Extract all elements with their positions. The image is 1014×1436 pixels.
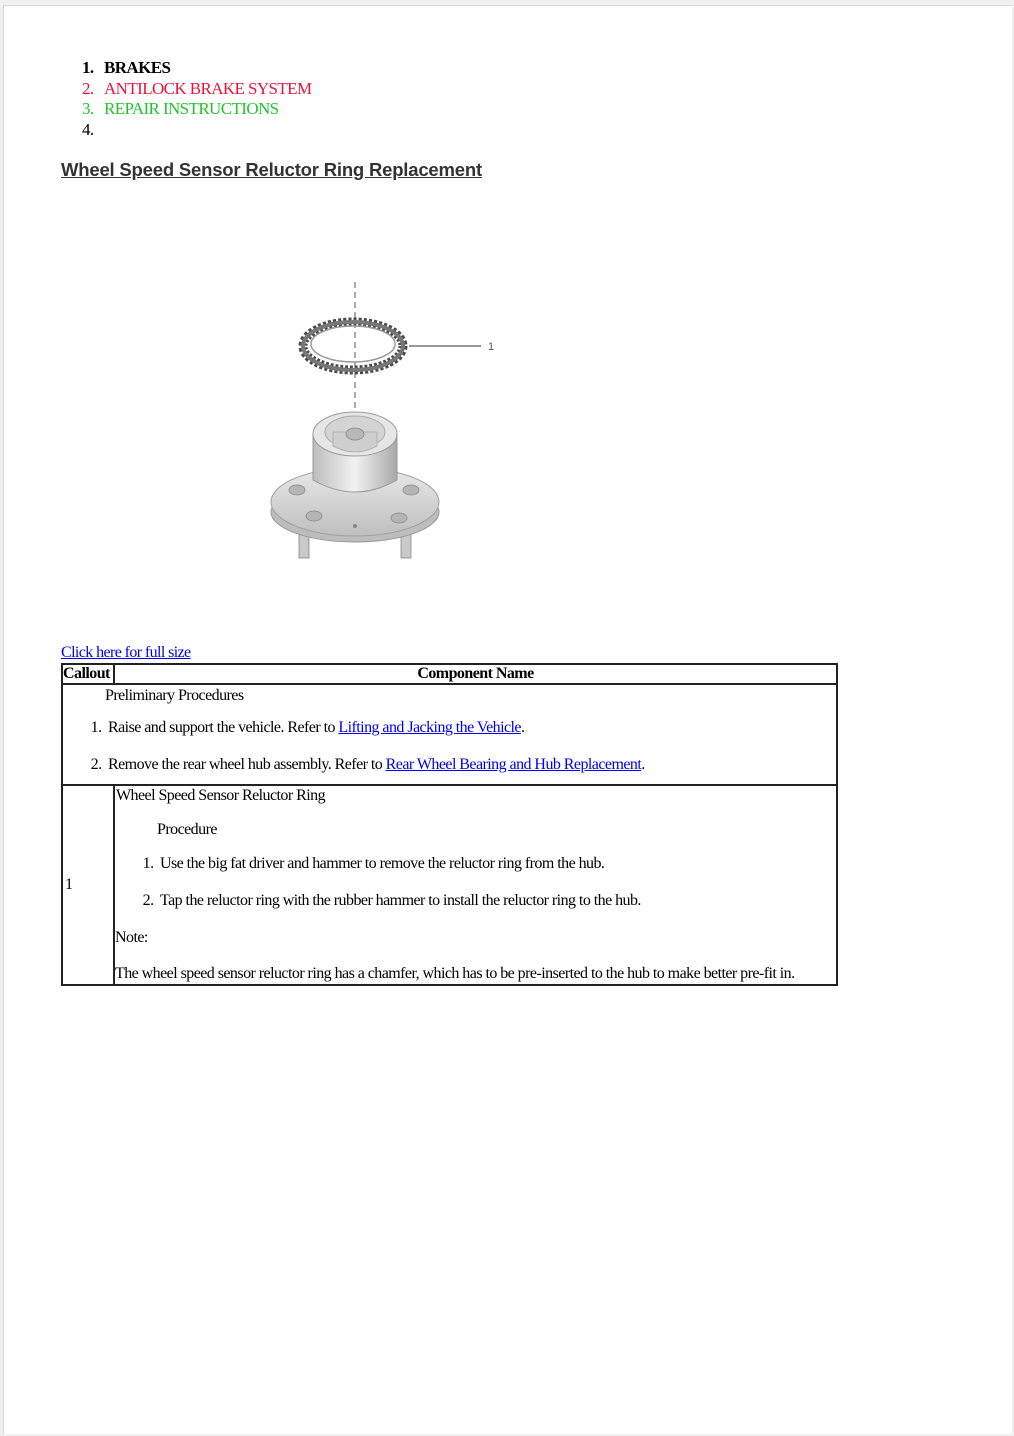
breadcrumb xyxy=(82,58,311,140)
preliminary-cell xyxy=(62,684,837,785)
callout-label: 1 xyxy=(488,341,495,353)
page-title: Wheel Speed Sensor Reluctor Ring Replacement xyxy=(61,159,482,180)
breadcrumb-item-brakes[interactable]: 1. BRAKES xyxy=(82,58,171,77)
table-row xyxy=(62,785,837,985)
breadcrumb-item-antilock[interactable]: 2. ANTILOCK BRAKE SYSTEM xyxy=(82,78,312,98)
note-label: Note: xyxy=(115,929,148,946)
full-size-link[interactable]: Click here for full size xyxy=(61,644,191,661)
wheel-bearing-hub-link[interactable]: Rear Wheel Bearing and Hub Replacement xyxy=(385,756,642,773)
list-item: 2. Remove the rear wheel hub assembly. Refer to Rear Wheel Bearing and Hub Replacement. xyxy=(105,756,836,774)
table-header-row xyxy=(62,664,837,684)
preliminary-steps xyxy=(63,719,836,774)
list-item: 2. Tap the reluctor ring with the rubber hammer to install the reluctor ring to the hub. xyxy=(157,892,836,910)
preliminary-title: Preliminary Procedures xyxy=(105,687,244,704)
breadcrumb-item-repair[interactable]: 3. REPAIR INSTRUCTIONS xyxy=(82,99,279,118)
component-cell xyxy=(114,785,837,985)
breadcrumb-item-empty: 4. xyxy=(82,119,94,139)
procedure-title: Procedure xyxy=(157,821,217,838)
callout-number: 1 xyxy=(62,785,114,985)
note-text: The wheel speed sensor reluctor ring has a chamfer, which has to be pre-inserted to the hub to make better pre-fit in. xyxy=(115,965,795,982)
document-page xyxy=(3,5,1012,1434)
component-table xyxy=(61,663,838,986)
list-item: 1. Use the big fat driver and hammer to remove the reluctor ring from the hub. xyxy=(157,855,836,873)
lifting-jacking-link[interactable]: Lifting and Jacking the Vehicle xyxy=(338,719,521,736)
procedure-steps xyxy=(115,855,836,910)
reluctor-ring-illustration xyxy=(259,274,509,574)
preliminary-row xyxy=(62,684,837,785)
component-name: Wheel Speed Sensor Reluctor Ring xyxy=(116,787,326,804)
header-component-name: Component Name xyxy=(114,664,837,684)
list-item: 1. Raise and support the vehicle. Refer to Lifting and Jacking the Vehicle. xyxy=(105,719,836,737)
header-callout: Callout xyxy=(62,664,114,684)
